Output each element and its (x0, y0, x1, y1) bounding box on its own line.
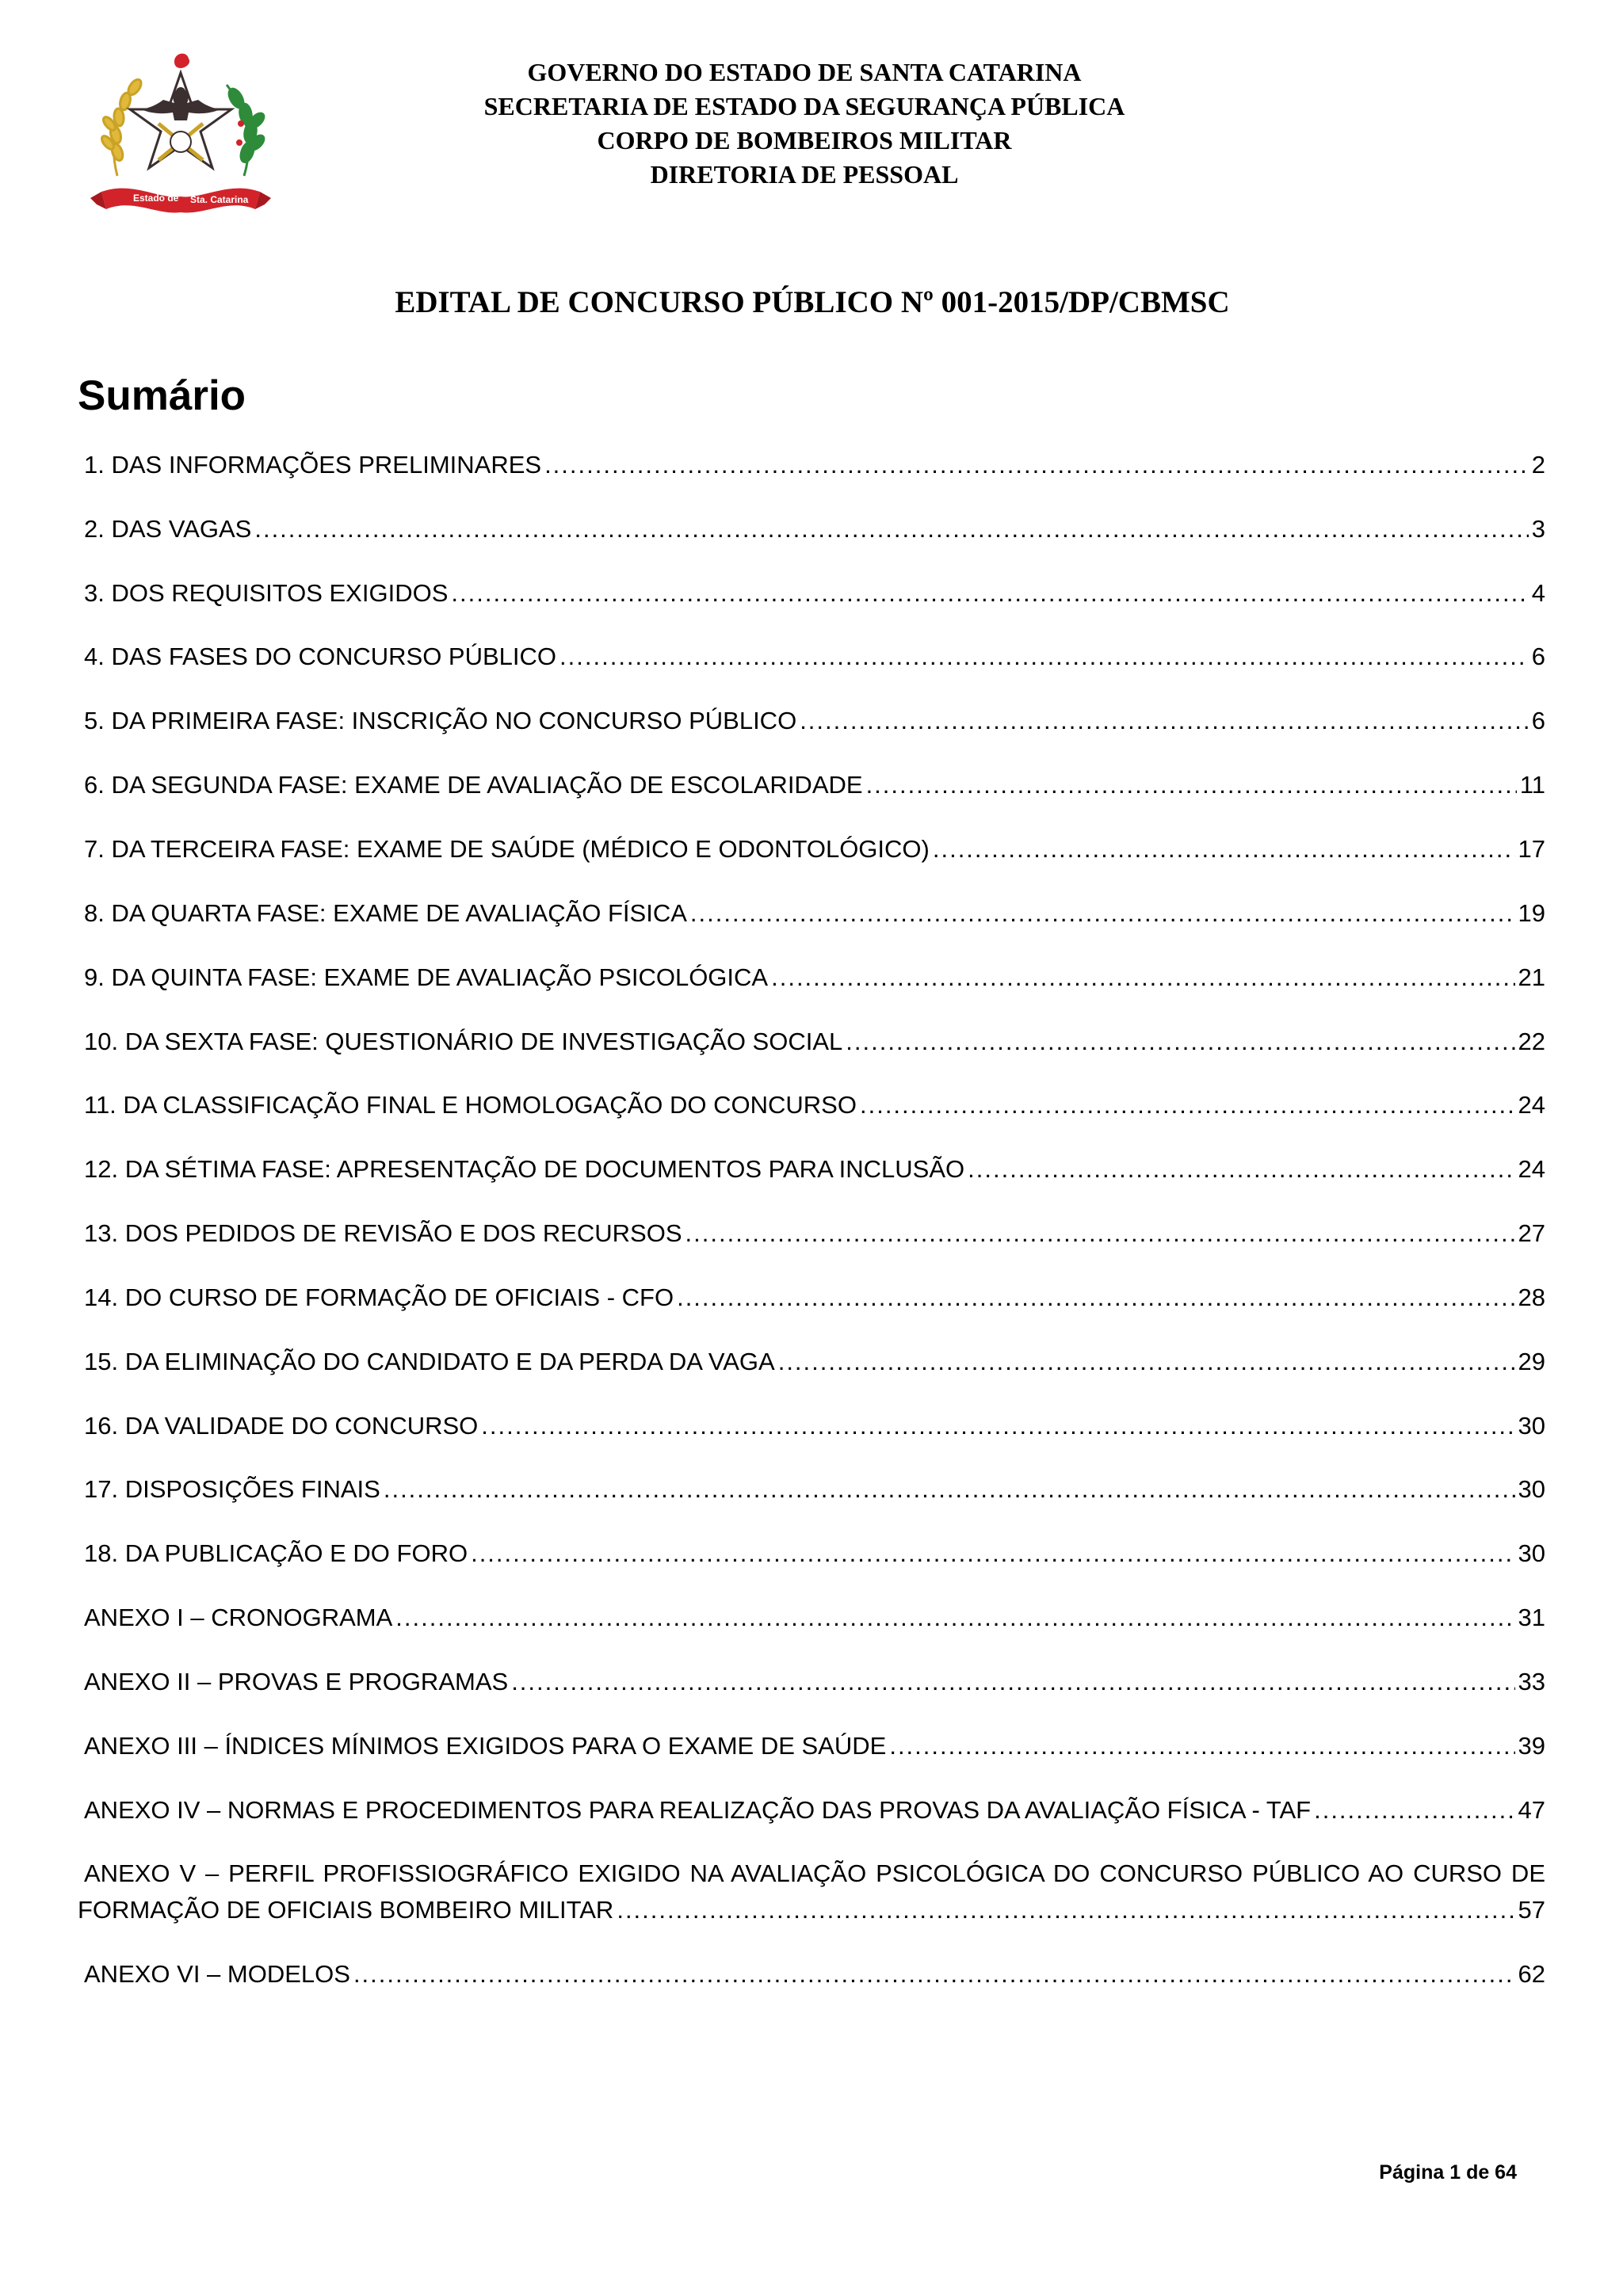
toc-entry-two-line[interactable] (78, 1855, 1545, 1928)
toc-entry-page: 6 (1531, 643, 1545, 670)
toc-entry-page: 3 (1531, 515, 1545, 543)
toc-entry-page: 24 (1518, 1155, 1545, 1183)
toc-entry-label: ANEXO I – CRONOGRAMA (84, 1604, 393, 1631)
crest-ribbon-left-text: Estado de (133, 193, 179, 204)
crest-ribbon-right-text: Sta. Catarina (190, 194, 249, 205)
toc-entry-label: 1. DAS INFORMAÇÕES PRELIMINARES (84, 451, 542, 479)
toc-entry-page: 17 (1518, 835, 1545, 863)
toc-entry-page: 19 (1518, 899, 1545, 927)
toc-entry[interactable] (78, 1471, 1545, 1508)
toc-entry-page: 29 (1518, 1348, 1545, 1375)
toc-entry-page: 33 (1518, 1668, 1545, 1695)
toc-entry[interactable] (78, 1728, 1545, 1764)
toc-entry-label: 12. DA SÉTIMA FASE: APRESENTAÇÃO DE DOCUMENTOS PARA INCLUSÃO (84, 1155, 965, 1183)
toc-entry-page: 31 (1518, 1604, 1545, 1631)
header-line-fire-department: CORPO DE BOMBEIROS MILITAR (597, 126, 1012, 154)
toc-entry-page: 27 (1518, 1219, 1545, 1247)
toc-entry-page: 39 (1518, 1732, 1545, 1760)
toc-entry[interactable] (78, 1087, 1545, 1123)
toc-entry-label: 5. DA PRIMEIRA FASE: INSCRIÇÃO NO CONCURSO PÚBLICO (84, 707, 797, 734)
toc-entry-page: 30 (1518, 1539, 1545, 1567)
document-title: EDITAL DE CONCURSO PÚBLICO Nº 001-2015/DP/CBMSC (395, 285, 1230, 319)
toc-entry-label: 16. DA VALIDADE DO CONCURSO (84, 1412, 479, 1440)
toc-entry[interactable] (78, 511, 1545, 547)
page-number-footer: Página 1 de 64 (1379, 2161, 1517, 2183)
toc-entry-label: ANEXO IV – NORMAS E PROCEDIMENTOS PARA REALIZAÇÃO DAS PROVAS DA AVALIAÇÃO FÍSICA - TAF (84, 1796, 1312, 1824)
toc-entry-page: 47 (1518, 1796, 1545, 1824)
toc-entry-page: 30 (1518, 1412, 1545, 1440)
toc-entry[interactable] (78, 1408, 1545, 1444)
toc-entry-label: 14. DO CURSO DE FORMAÇÃO DE OFICIAIS - CFO (84, 1283, 674, 1311)
toc-entry[interactable] (78, 1792, 1545, 1829)
header-line-government: GOVERNO DO ESTADO DE SANTA CATARINA (527, 58, 1082, 86)
toc-entry-label: 10. DA SEXTA FASE: QUESTIONÁRIO DE INVESTIGAÇÃO SOCIAL (84, 1028, 843, 1055)
toc-entry[interactable] (78, 1344, 1545, 1380)
toc-entry[interactable] (78, 1280, 1545, 1316)
toc-entry-page: 4 (1531, 579, 1545, 607)
toc-entry[interactable] (78, 1024, 1545, 1060)
toc-entry[interactable] (78, 959, 1545, 996)
toc-entry-label: 11. DA CLASSIFICAÇÃO FINAL E HOMOLOGAÇÃO DO CONCURSO (84, 1091, 857, 1119)
toc-entry[interactable] (78, 895, 1545, 932)
toc-entry-label: 17. DISPOSIÇÕES FINAIS (84, 1475, 380, 1503)
toc-entry-page: 24 (1518, 1091, 1545, 1119)
toc-entry-label: 8. DA QUARTA FASE: EXAME DE AVALIAÇÃO FÍSICA (84, 899, 687, 927)
toc-entry-label: 6. DA SEGUNDA FASE: EXAME DE AVALIAÇÃO DE ESCOLARIDADE (84, 771, 863, 799)
toc-entry-label: ANEXO VI – MODELOS (84, 1960, 350, 1988)
header-line-secretariat: SECRETARIA DE ESTADO DA SEGURANÇA PÚBLICA (483, 92, 1125, 120)
toc-entry-page: 22 (1518, 1028, 1545, 1055)
toc-entry-label: 7. DA TERCEIRA FASE: EXAME DE SAÚDE (MÉDICO E ODONTOLÓGICO) (84, 835, 930, 863)
toc-entry-page: 21 (1518, 963, 1545, 991)
toc-entry-label: 9. DA QUINTA FASE: EXAME DE AVALIAÇÃO PSICOLÓGICA (84, 963, 769, 991)
toc-entry[interactable] (78, 1535, 1545, 1572)
summary-heading: Sumário (78, 372, 246, 419)
toc-entry-page: 28 (1518, 1283, 1545, 1311)
toc-entry[interactable] (78, 1215, 1545, 1252)
toc-entry[interactable] (78, 1600, 1545, 1636)
toc-entry[interactable] (78, 1956, 1545, 1993)
toc-entry-label: 18. DA PUBLICAÇÃO E DO FORO (84, 1539, 468, 1567)
toc-entry-page: 57 (1518, 1896, 1545, 1924)
toc-entry[interactable] (78, 575, 1545, 612)
toc-entry[interactable] (78, 1151, 1545, 1188)
toc-entry-label: 13. DOS PEDIDOS DE REVISÃO E DOS RECURSOS (84, 1219, 682, 1247)
header-line-directorate: DIRETORIA DE PESSOAL (650, 160, 959, 189)
toc-entry-label: 15. DA ELIMINAÇÃO DO CANDIDATO E DA PERDA DA VAGA (84, 1348, 775, 1375)
toc-entry-page: 30 (1518, 1475, 1545, 1503)
toc-entry[interactable] (78, 639, 1545, 675)
toc-entry-label: ANEXO III – ÍNDICES MÍNIMOS EXIGIDOS PARA O EXAME DE SAÚDE (84, 1732, 887, 1760)
toc-entry-page: 2 (1531, 451, 1545, 479)
toc-entry[interactable] (78, 447, 1545, 483)
toc-entry-label: 3. DOS REQUISITOS EXIGIDOS (84, 579, 449, 607)
toc-entry-label: ANEXO II – PROVAS E PROGRAMAS (84, 1668, 509, 1695)
toc-entry-page: 6 (1531, 707, 1545, 734)
toc-entry-label-line1: ANEXO V – PERFIL PROFISSIOGRÁFICO EXIGIDO NA AVALIAÇÃO PSICOLÓGICA DO CONCURSO PÚBLICO AO CURSO DE (84, 1859, 1545, 1887)
toc-entry-label: 2. DAS VAGAS (84, 515, 252, 543)
toc-entry[interactable] (78, 831, 1545, 868)
toc-entry[interactable] (78, 703, 1545, 739)
toc-entry[interactable] (78, 767, 1545, 803)
toc-entry-page: 11 (1519, 771, 1545, 799)
toc-entry-page: 62 (1518, 1960, 1545, 1988)
toc-entry-label-line2: FORMAÇÃO DE OFICIAIS BOMBEIRO MILITAR (78, 1896, 614, 1924)
toc-entry[interactable] (78, 1664, 1545, 1700)
toc-entry-label: 4. DAS FASES DO CONCURSO PÚBLICO (84, 643, 557, 670)
